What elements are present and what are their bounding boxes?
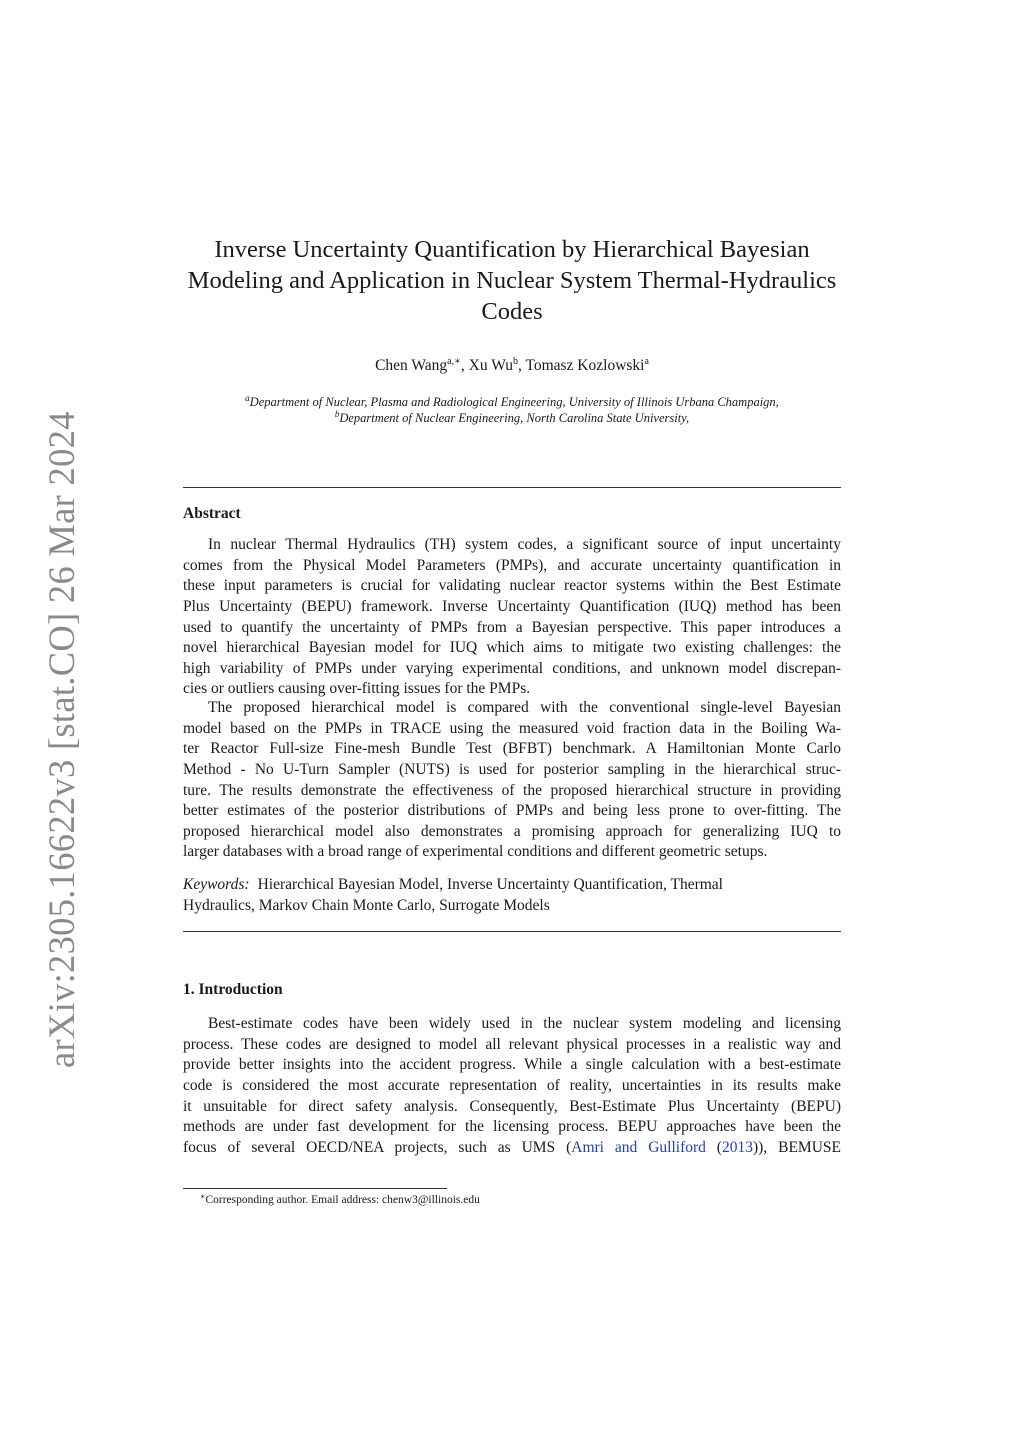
text-line: Best-estimate codes have been widely used in the nuclear system modeling and licensing xyxy=(208,1015,841,1032)
keywords-line: Hydraulics, Markov Chain Monte Carlo, Surrogate Models xyxy=(183,896,550,914)
citation-year-link[interactable]: 2013 xyxy=(721,1138,753,1156)
text-line: process. These codes are designed to model all relevant physical processes in a realistic way and xyxy=(183,1035,841,1053)
text-line: methods are under fast development for the licensing process. BEPU approaches have been the xyxy=(183,1118,841,1136)
author-name: Chen Wang xyxy=(375,357,448,374)
keywords xyxy=(183,875,841,916)
text-line: high variability of PMPs under varying experimental conditions, and unknown model discrepan- xyxy=(183,659,841,677)
text-line: code is considered the most accurate representation of reality, uncertainties in its results make xyxy=(183,1076,841,1094)
text-line: In nuclear Thermal Hydraulics (TH) system codes, a significant source of input uncertainty xyxy=(208,536,841,553)
affiliation xyxy=(150,410,874,426)
text-line: Plus Uncertainty (BEPU) framework. Inverse Uncertainty Quantification (IUQ) method has been xyxy=(183,597,841,615)
text-line: it unsuitable for direct safety analysis. Consequently, Best-Estimate Plus Uncertainty (BEPU) xyxy=(183,1097,841,1115)
title-line: Modeling and Application in Nuclear System Thermal-Hydraulics xyxy=(187,267,837,294)
affiliation-mark: b xyxy=(334,409,340,419)
affiliation-text: Department of Nuclear, Plasma and Radiological Engineering, University of Illinois Urbana Champaign, xyxy=(249,395,779,409)
abstract-top-rule xyxy=(183,487,841,488)
arxiv-identifier: arXiv:2305.16622v3 [stat.CO] 26 Mar 2024 xyxy=(41,411,82,1068)
affiliation xyxy=(150,394,874,410)
author-name: Xu Wu xyxy=(468,357,513,374)
author-name: Tomasz Kozlowski xyxy=(525,357,645,374)
abstract-heading: Abstract xyxy=(183,505,241,522)
footnote-rule xyxy=(183,1188,447,1189)
text-line: better estimates of the posterior distributions of PMPs and being less prone to over-fitting. The xyxy=(183,802,841,820)
text-line: Method - No U-Turn Sampler (NUTS) is used for posterior sampling in the hierarchical struc- xyxy=(183,760,841,778)
title-line: Inverse Uncertainty Quantification by Hierarchical Bayesian xyxy=(214,236,810,263)
text-line: The proposed hierarchical model is compared with the conventional single-level Bayesian xyxy=(208,699,841,716)
author-affil-mark: a,∗ xyxy=(447,356,461,367)
affiliations xyxy=(150,394,874,426)
text-line: ture. The results demonstrate the effectiveness of the proposed hierarchical structure in providing xyxy=(183,781,841,799)
text-line: provide better insights into the accident progress. While a single calculation with a best-estimate xyxy=(183,1056,841,1074)
author-separator: , xyxy=(517,357,526,374)
affiliation-text: Department of Nuclear Engineering, North Carolina State University, xyxy=(339,411,690,425)
footnote-mark: ∗ xyxy=(200,1192,206,1201)
abstract-paragraph-1 xyxy=(183,535,841,700)
text-line: larger databases with a broad range of experimental conditions and different geometric setups. xyxy=(183,843,768,861)
keywords-text: Hierarchical Bayesian Model, Inverse Uncertainty Quantification, Thermal xyxy=(257,876,723,893)
section-heading-introduction: 1. Introduction xyxy=(183,981,283,998)
text-fragment: ( xyxy=(705,1138,722,1156)
text-line: ter Reactor Full-size Fine-mesh Bundle Test (BFBT) benchmark. A Hamiltonian Monte Carlo xyxy=(183,740,841,758)
text-line: comes from the Physical Model Parameters (PMPs), and accurate uncertainty quantification in xyxy=(183,556,841,574)
author-affil-mark: a xyxy=(644,356,649,367)
text-line: proposed hierarchical model also demonstrates a promising approach for generalizing IUQ to xyxy=(183,822,841,840)
abstract-paragraph-2 xyxy=(183,698,841,863)
text-line: these input parameters is crucial for validating nuclear reactor systems within the Best Estimate xyxy=(183,577,841,595)
citation-link[interactable]: Amri and Gulliford xyxy=(571,1138,706,1156)
title-line: Codes xyxy=(481,298,543,325)
text-line: cies or outliers causing over-fitting issues for the PMPs. xyxy=(183,680,531,698)
footnote-text: Corresponding author. Email address: chenw3@illinois.edu xyxy=(205,1194,480,1206)
footnote xyxy=(200,1194,480,1206)
introduction-paragraph xyxy=(183,1014,841,1158)
text-line xyxy=(183,1138,841,1159)
text-fragment: )), BEMUSE xyxy=(752,1138,841,1156)
text-fragment: focus of several OECD/NEA projects, such as UMS ( xyxy=(183,1138,572,1156)
text-line: novel hierarchical Bayesian model for IUQ which aims to mitigate two existing challenges: the xyxy=(183,639,841,657)
author-list xyxy=(150,356,874,376)
keywords-label: Keywords: xyxy=(183,876,250,893)
affiliation-mark: a xyxy=(245,393,250,403)
keywords-line xyxy=(183,875,841,896)
text-line: used to quantify the uncertainty of PMPs from a Bayesian perspective. This paper introduces a xyxy=(183,618,841,636)
text-line: model based on the PMPs in TRACE using the measured void fraction data in the Boiling Wa- xyxy=(183,719,841,737)
abstract-bottom-rule xyxy=(183,931,841,932)
author-affil-mark: b xyxy=(512,356,518,367)
author-separator: , xyxy=(460,357,469,374)
paper-title xyxy=(150,234,874,327)
